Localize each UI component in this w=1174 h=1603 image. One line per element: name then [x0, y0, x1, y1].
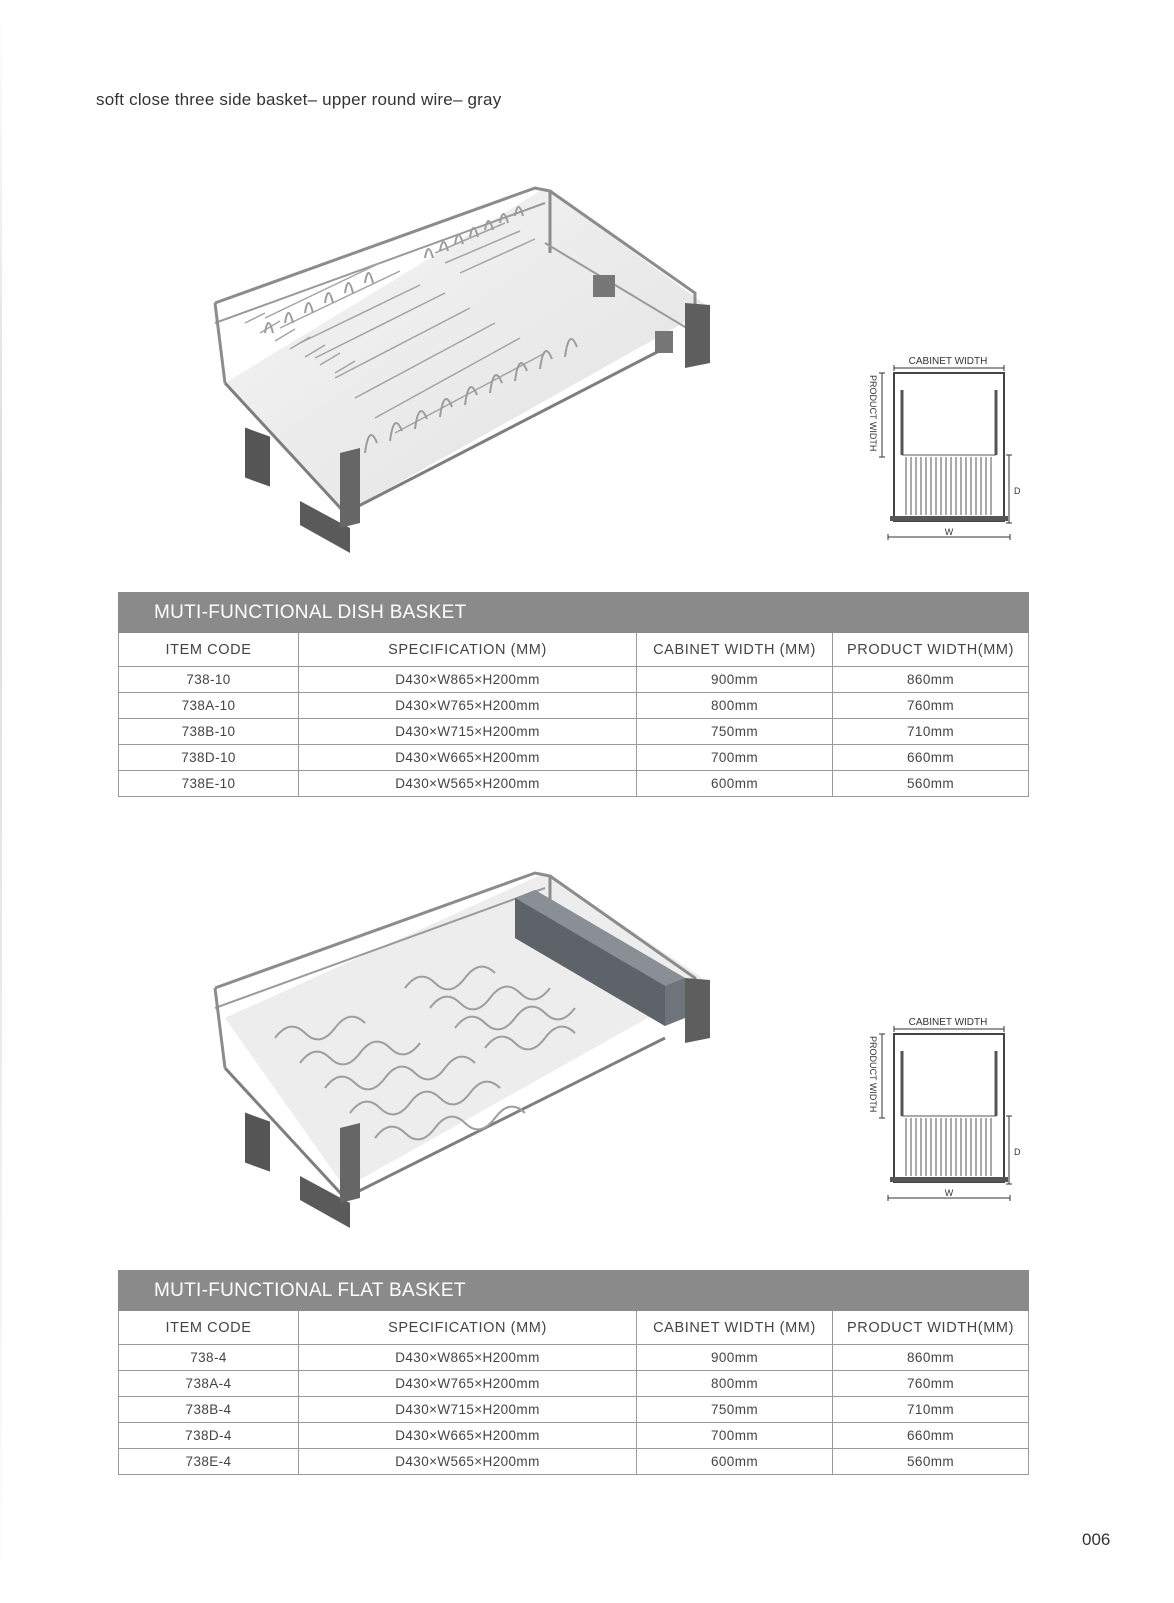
item-code-cell: 738D-4	[119, 1423, 299, 1449]
item-code-cell: 738E-10	[119, 771, 299, 797]
product-width-cell: 660mm	[833, 745, 1029, 771]
item-code-cell: 738-10	[119, 667, 299, 693]
product-width-cell: 860mm	[833, 667, 1029, 693]
column-header-cabinet-width: CABINET WIDTH (MM)	[637, 1311, 833, 1345]
cabinet-width-cell: 750mm	[637, 1397, 833, 1423]
cabinet-width-cell: 700mm	[637, 745, 833, 771]
table-row	[119, 1345, 1029, 1371]
cabinet-width-cell: 600mm	[637, 1449, 833, 1475]
page-subtitle: soft close three side basket– upper round wire– gray	[96, 90, 502, 109]
product-width-label: PRODUCT WIDTH	[868, 1036, 878, 1113]
specification-cell: D430×W765×H200mm	[299, 693, 637, 719]
column-header-specification: SPECIFICATION (MM)	[299, 633, 637, 667]
column-header-specification: SPECIFICATION (MM)	[299, 1311, 637, 1345]
cabinet-width-label: CABINET WIDTH	[908, 1017, 988, 1028]
item-code-cell: 738-4	[119, 1345, 299, 1371]
product-width-cell: 760mm	[833, 1371, 1029, 1397]
item-code-cell: 738E-4	[119, 1449, 299, 1475]
cabinet-width-cell: 900mm	[637, 667, 833, 693]
table-row	[119, 745, 1029, 771]
table-row	[119, 1397, 1029, 1423]
depth-label: D	[1014, 1147, 1021, 1157]
cabinet-width-cell: 800mm	[637, 1371, 833, 1397]
item-code-cell: 738B-4	[119, 1397, 299, 1423]
page-number: 006	[1082, 1530, 1111, 1549]
specification-cell: D430×W565×H200mm	[299, 771, 637, 797]
column-header-cabinet-width: CABINET WIDTH (MM)	[637, 633, 833, 667]
product-width-cell: 560mm	[833, 1449, 1029, 1475]
column-header-product-width: PRODUCT WIDTH(MM)	[833, 633, 1029, 667]
width-label: W	[944, 527, 954, 537]
item-code-cell: 738D-10	[119, 745, 299, 771]
flat-basket-image	[205, 868, 735, 1243]
table-row	[119, 1449, 1029, 1475]
column-header-product-width: PRODUCT WIDTH(MM)	[833, 1311, 1029, 1345]
cabinet-width-cell: 700mm	[637, 1423, 833, 1449]
specification-cell: D430×W715×H200mm	[299, 719, 637, 745]
specification-cell: D430×W565×H200mm	[299, 1449, 637, 1475]
item-code-cell: 738A-4	[119, 1371, 299, 1397]
product-width-cell: 760mm	[833, 693, 1029, 719]
table-row	[119, 719, 1029, 745]
dish-basket-image	[205, 183, 735, 558]
product-width-cell: 560mm	[833, 771, 1029, 797]
column-header-item-code: ITEM CODE	[119, 633, 299, 667]
item-code-cell: 738A-10	[119, 693, 299, 719]
item-code-cell: 738B-10	[119, 719, 299, 745]
flat-basket-table	[118, 1270, 1029, 1475]
product-width-cell: 860mm	[833, 1345, 1029, 1371]
product-width-cell: 660mm	[833, 1423, 1029, 1449]
product-width-label: PRODUCT WIDTH	[868, 375, 878, 452]
dish-basket-title: MUTI-FUNCTIONAL DISH BASKET	[119, 593, 1029, 633]
cabinet-width-cell: 800mm	[637, 693, 833, 719]
cabinet-width-cell: 600mm	[637, 771, 833, 797]
table-row	[119, 693, 1029, 719]
specification-cell: D430×W865×H200mm	[299, 1345, 637, 1371]
column-header-item-code: ITEM CODE	[119, 1311, 299, 1345]
table-row	[119, 1423, 1029, 1449]
specification-cell: D430×W865×H200mm	[299, 667, 637, 693]
product-width-cell: 710mm	[833, 1397, 1029, 1423]
page-edge-rule	[0, 0, 2, 1603]
depth-label: D	[1014, 486, 1021, 496]
cabinet-width-cell: 900mm	[637, 1345, 833, 1371]
product-width-cell: 710mm	[833, 719, 1029, 745]
specification-cell: D430×W665×H200mm	[299, 745, 637, 771]
dish-basket-table	[118, 592, 1029, 797]
table-row	[119, 771, 1029, 797]
table-row	[119, 667, 1029, 693]
width-label: W	[944, 1188, 954, 1198]
flat-cabinet-schematic	[866, 1016, 1026, 1211]
table-row	[119, 1371, 1029, 1397]
cabinet-width-label: CABINET WIDTH	[908, 356, 988, 367]
specification-cell: D430×W715×H200mm	[299, 1397, 637, 1423]
specification-cell: D430×W665×H200mm	[299, 1423, 637, 1449]
flat-basket-title: MUTI-FUNCTIONAL FLAT BASKET	[119, 1271, 1029, 1311]
specification-cell: D430×W765×H200mm	[299, 1371, 637, 1397]
cabinet-width-cell: 750mm	[637, 719, 833, 745]
dish-cabinet-schematic	[866, 355, 1026, 550]
